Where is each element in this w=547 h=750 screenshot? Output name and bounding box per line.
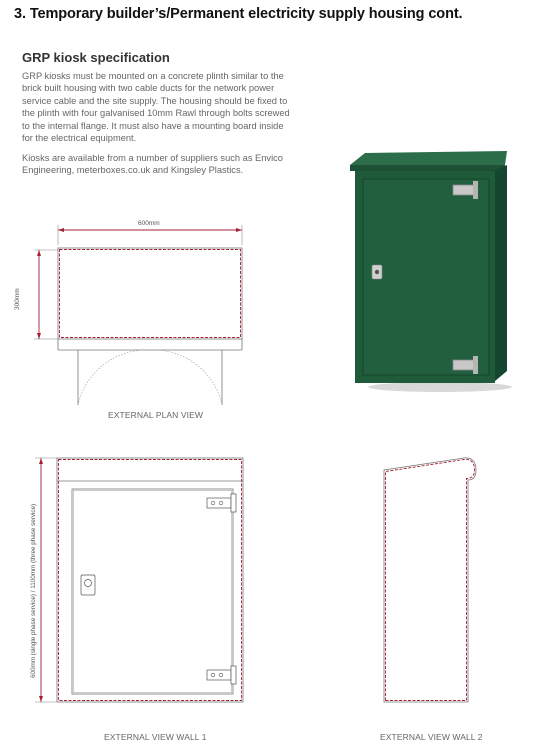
plan-depth-label: 300mm [14, 288, 21, 310]
page-heading: 3. Temporary builder’s/Permanent electricity supply housing cont. [14, 6, 463, 22]
external-plan-view [20, 215, 260, 430]
plan-width-label: 600mm [138, 220, 160, 227]
wall2-caption: EXTERNAL VIEW WALL 2 [380, 732, 483, 742]
plan-view-caption: EXTERNAL PLAN VIEW [108, 410, 204, 420]
wall1-height-label: 600mm (single phase service) / 1100mm (three phase service) [30, 503, 37, 678]
specification-paragraph: GRP kiosks must be mounted on a concrete plinth similar to the brick built housing with two cable ducts for the network power service cable and the site supply. The housing should be fixed to the plinth with four galvanised 10mm Rawl through bolts screwed to the internal flange. It must also have a mounting board inside for the electrical equipment. [22, 71, 290, 144]
external-view-wall-2 [378, 452, 488, 712]
wall1-caption: EXTERNAL VIEW WALL 1 [104, 732, 207, 742]
external-view-wall-1 [25, 452, 250, 712]
section-title: GRP kiosk specification [22, 50, 170, 65]
suppliers-paragraph: Kiosks are available from a number of suppliers such as Envico Engineering, meterboxes.co.uk and Kingsley Plastics. [22, 153, 283, 176]
grp-kiosk-photo [345, 145, 515, 395]
